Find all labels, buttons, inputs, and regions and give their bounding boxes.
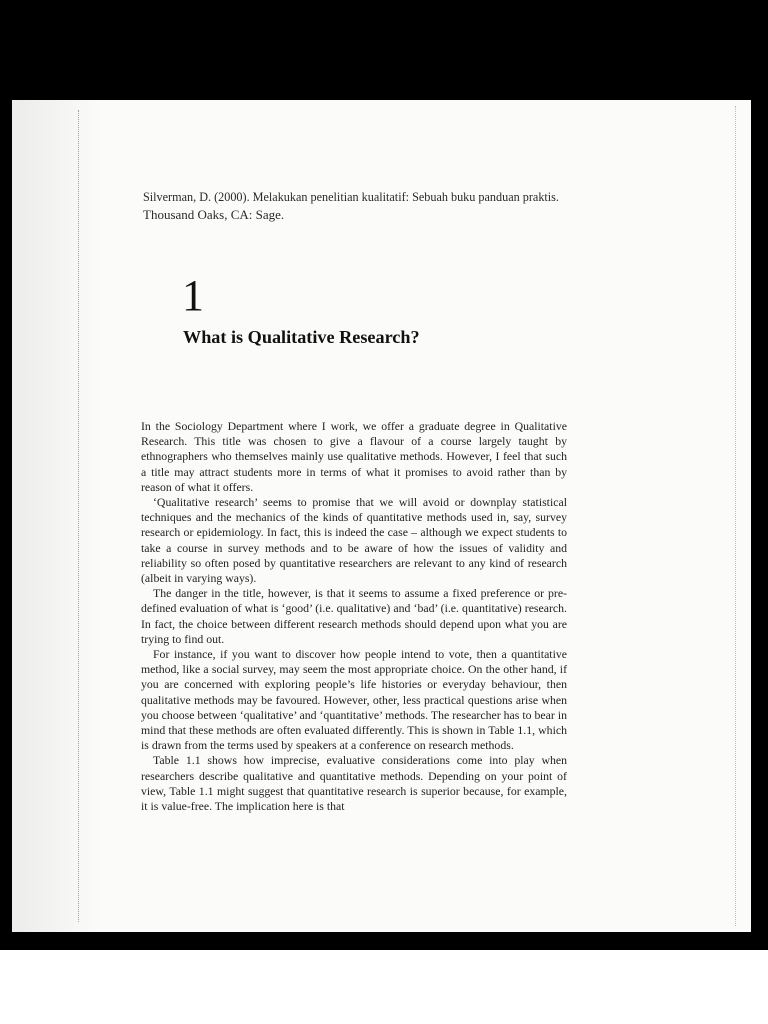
chapter-number: 1 bbox=[182, 271, 204, 320]
paragraph-3: The danger in the title, however, is that it seems to assume a fixed preference or pre-defined evaluation of what is ‘good’ (i.e. qualitative) and ‘bad’ (i.e. quantitative) research. In fact, the choice between different research methods should depend upon what you are trying to find out. bbox=[141, 586, 567, 646]
chapter-body bbox=[141, 419, 567, 814]
book-page bbox=[12, 100, 751, 932]
scan-bottom-border bbox=[0, 932, 751, 950]
paragraph-1: In the Sociology Department where I work, we offer a graduate degree in Qualitative Research. This title was chosen to give a flavour of a course largely taught by ethnographers who themselves mainly use qualitative methods. However, I feel that such a title may attract students more in terms of what it promises to avoid rather than by reason of what it offers. bbox=[141, 419, 567, 494]
citation-line-1: Silverman, D. (2000). Melakukan penelitian kualitatif: Sebuah buku panduan praktis. bbox=[143, 190, 559, 204]
binding-edge-artifact bbox=[78, 110, 80, 922]
scan-left-border bbox=[0, 100, 12, 932]
paragraph-4: For instance, if you want to discover how people intend to vote, then a quantitative method, like a social survey, may seem the most appropriate choice. On the other hand, if you are concerned with exploring people’s life histories or everyday behaviour, then qualitative methods may be favoured. However, other, less practical questions arise when you choose between ‘qualitative’ and ‘quantitative’ methods. The researcher has to bear in mind that these methods are often evaluated differently. This is shown in Table 1.1, which is drawn from the terms used by speakers at a conference on research methods. bbox=[141, 647, 567, 753]
citation bbox=[143, 188, 613, 224]
citation-line-2: Thousand Oaks, CA: Sage. bbox=[143, 207, 285, 222]
paragraph-2: ‘Qualitative research’ seems to promise that we will avoid or downplay statistical techniques and the mechanics of the kinds of quantitative methods used in, say, survey research or epidemiology. In fact, this is indeed the case – although we expect students to take a course in survey methods and to be aware of how the issues of validity and reliability so often posed by quantitative researchers are relevant to any kind of research (albeit in varying ways). bbox=[141, 495, 567, 586]
binding-shadow bbox=[12, 100, 102, 932]
page-edge-artifact bbox=[735, 106, 737, 926]
paragraph-5: Table 1.1 shows how imprecise, evaluative considerations come into play when researchers describe qualitative and quantitative methods. Depending on your point of view, Table 1.1 might suggest that quantitative research is superior because, for example, it is value-free. The implication here is that bbox=[141, 753, 567, 814]
scan-right-border bbox=[751, 100, 768, 950]
scan-top-border bbox=[0, 0, 768, 100]
chapter-title: What is Qualitative Research? bbox=[183, 327, 420, 347]
